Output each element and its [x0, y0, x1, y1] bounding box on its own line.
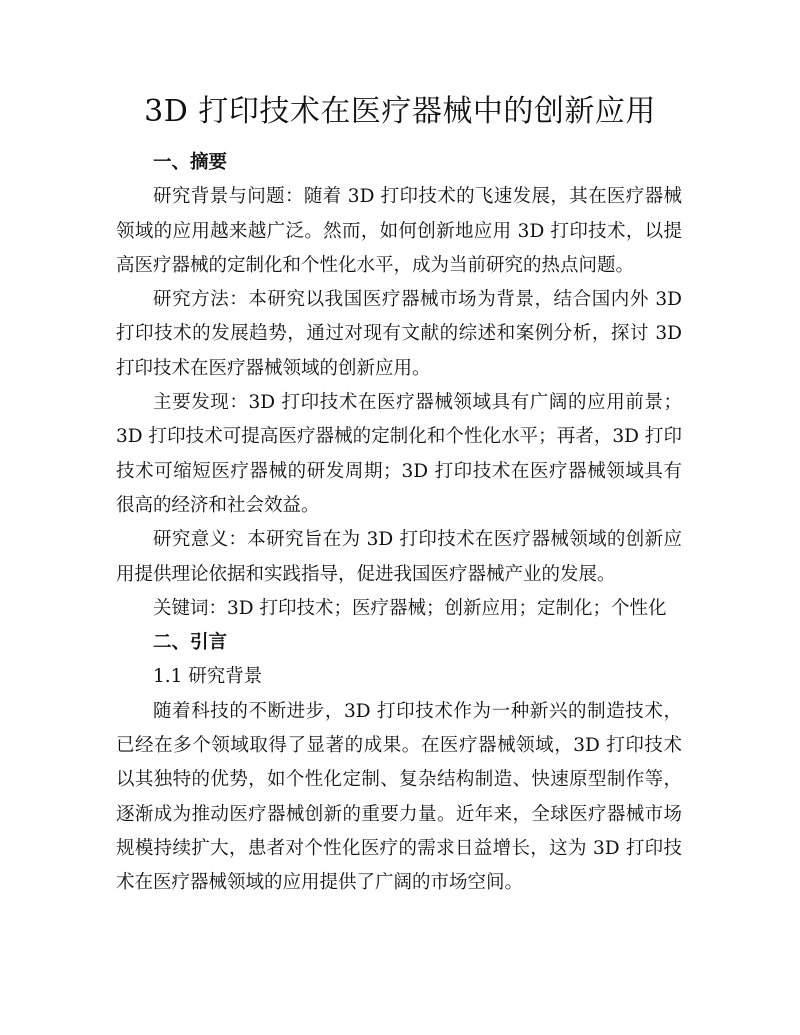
- paragraph-research-methods: 研究方法：本研究以我国医疗器械市场为背景，结合国内外 3D 打印技术的发展趋势，通过对现有文献的综述和案例分析，探讨 3D 打印技术在医疗器械领域的创新应用。: [116, 289, 682, 379]
- paragraph-introduction: 随着科技的不断进步，3D 打印技术作为一种新兴的制造技术，已经在多个领域取得了显著的成果。在医疗器械领域，3D 打印技术以其独特的优势，如个性化定制、复杂结构制造、快速原型制作等，逐渐成为推动医疗器械创新的重要力量。近年来，全球医疗器械市场规模持续扩大，患者对个性化医疗的需求日益增长，这为 3D 打印技术在医疗器械领域的应用提供了广阔的市场空间。: [116, 700, 682, 894]
- document-body: [116, 146, 682, 901]
- subsection-heading-background: 1.1 研究背景: [153, 666, 263, 688]
- paragraph-keywords: 关键词：3D 打印技术；医疗器械；创新应用；定制化；个性化: [153, 597, 667, 619]
- section-heading-introduction: 二、引言: [153, 632, 228, 654]
- paragraph-research-background: 研究背景与问题：随着 3D 打印技术的飞速发展，其在医疗器械领域的应用越来越广泛。然而，如何创新地应用 3D 打印技术，以提高医疗器械的定制化和个性化水平，成为当前研究的热点问题。: [116, 186, 682, 276]
- paragraph-research-significance: 研究意义：本研究旨在为 3D 打印技术在医疗器械领域的创新应用提供理论依据和实践指导，促进我国医疗器械产业的发展。: [116, 529, 682, 585]
- document-title: 3D 打印技术在医疗器械中的创新应用: [144, 94, 656, 129]
- paragraph-main-findings: 主要发现：3D 打印技术在医疗器械领域具有广阔的应用前景；3D 打印技术可提高医疗器械的定制化和个性化水平；再者，3D 打印技术可缩短医疗器械的研发周期；3D 打印技术在医疗器械领域具有很高的经济和社会效益。: [116, 392, 682, 516]
- section-heading-abstract: 一、摘要: [153, 152, 228, 173]
